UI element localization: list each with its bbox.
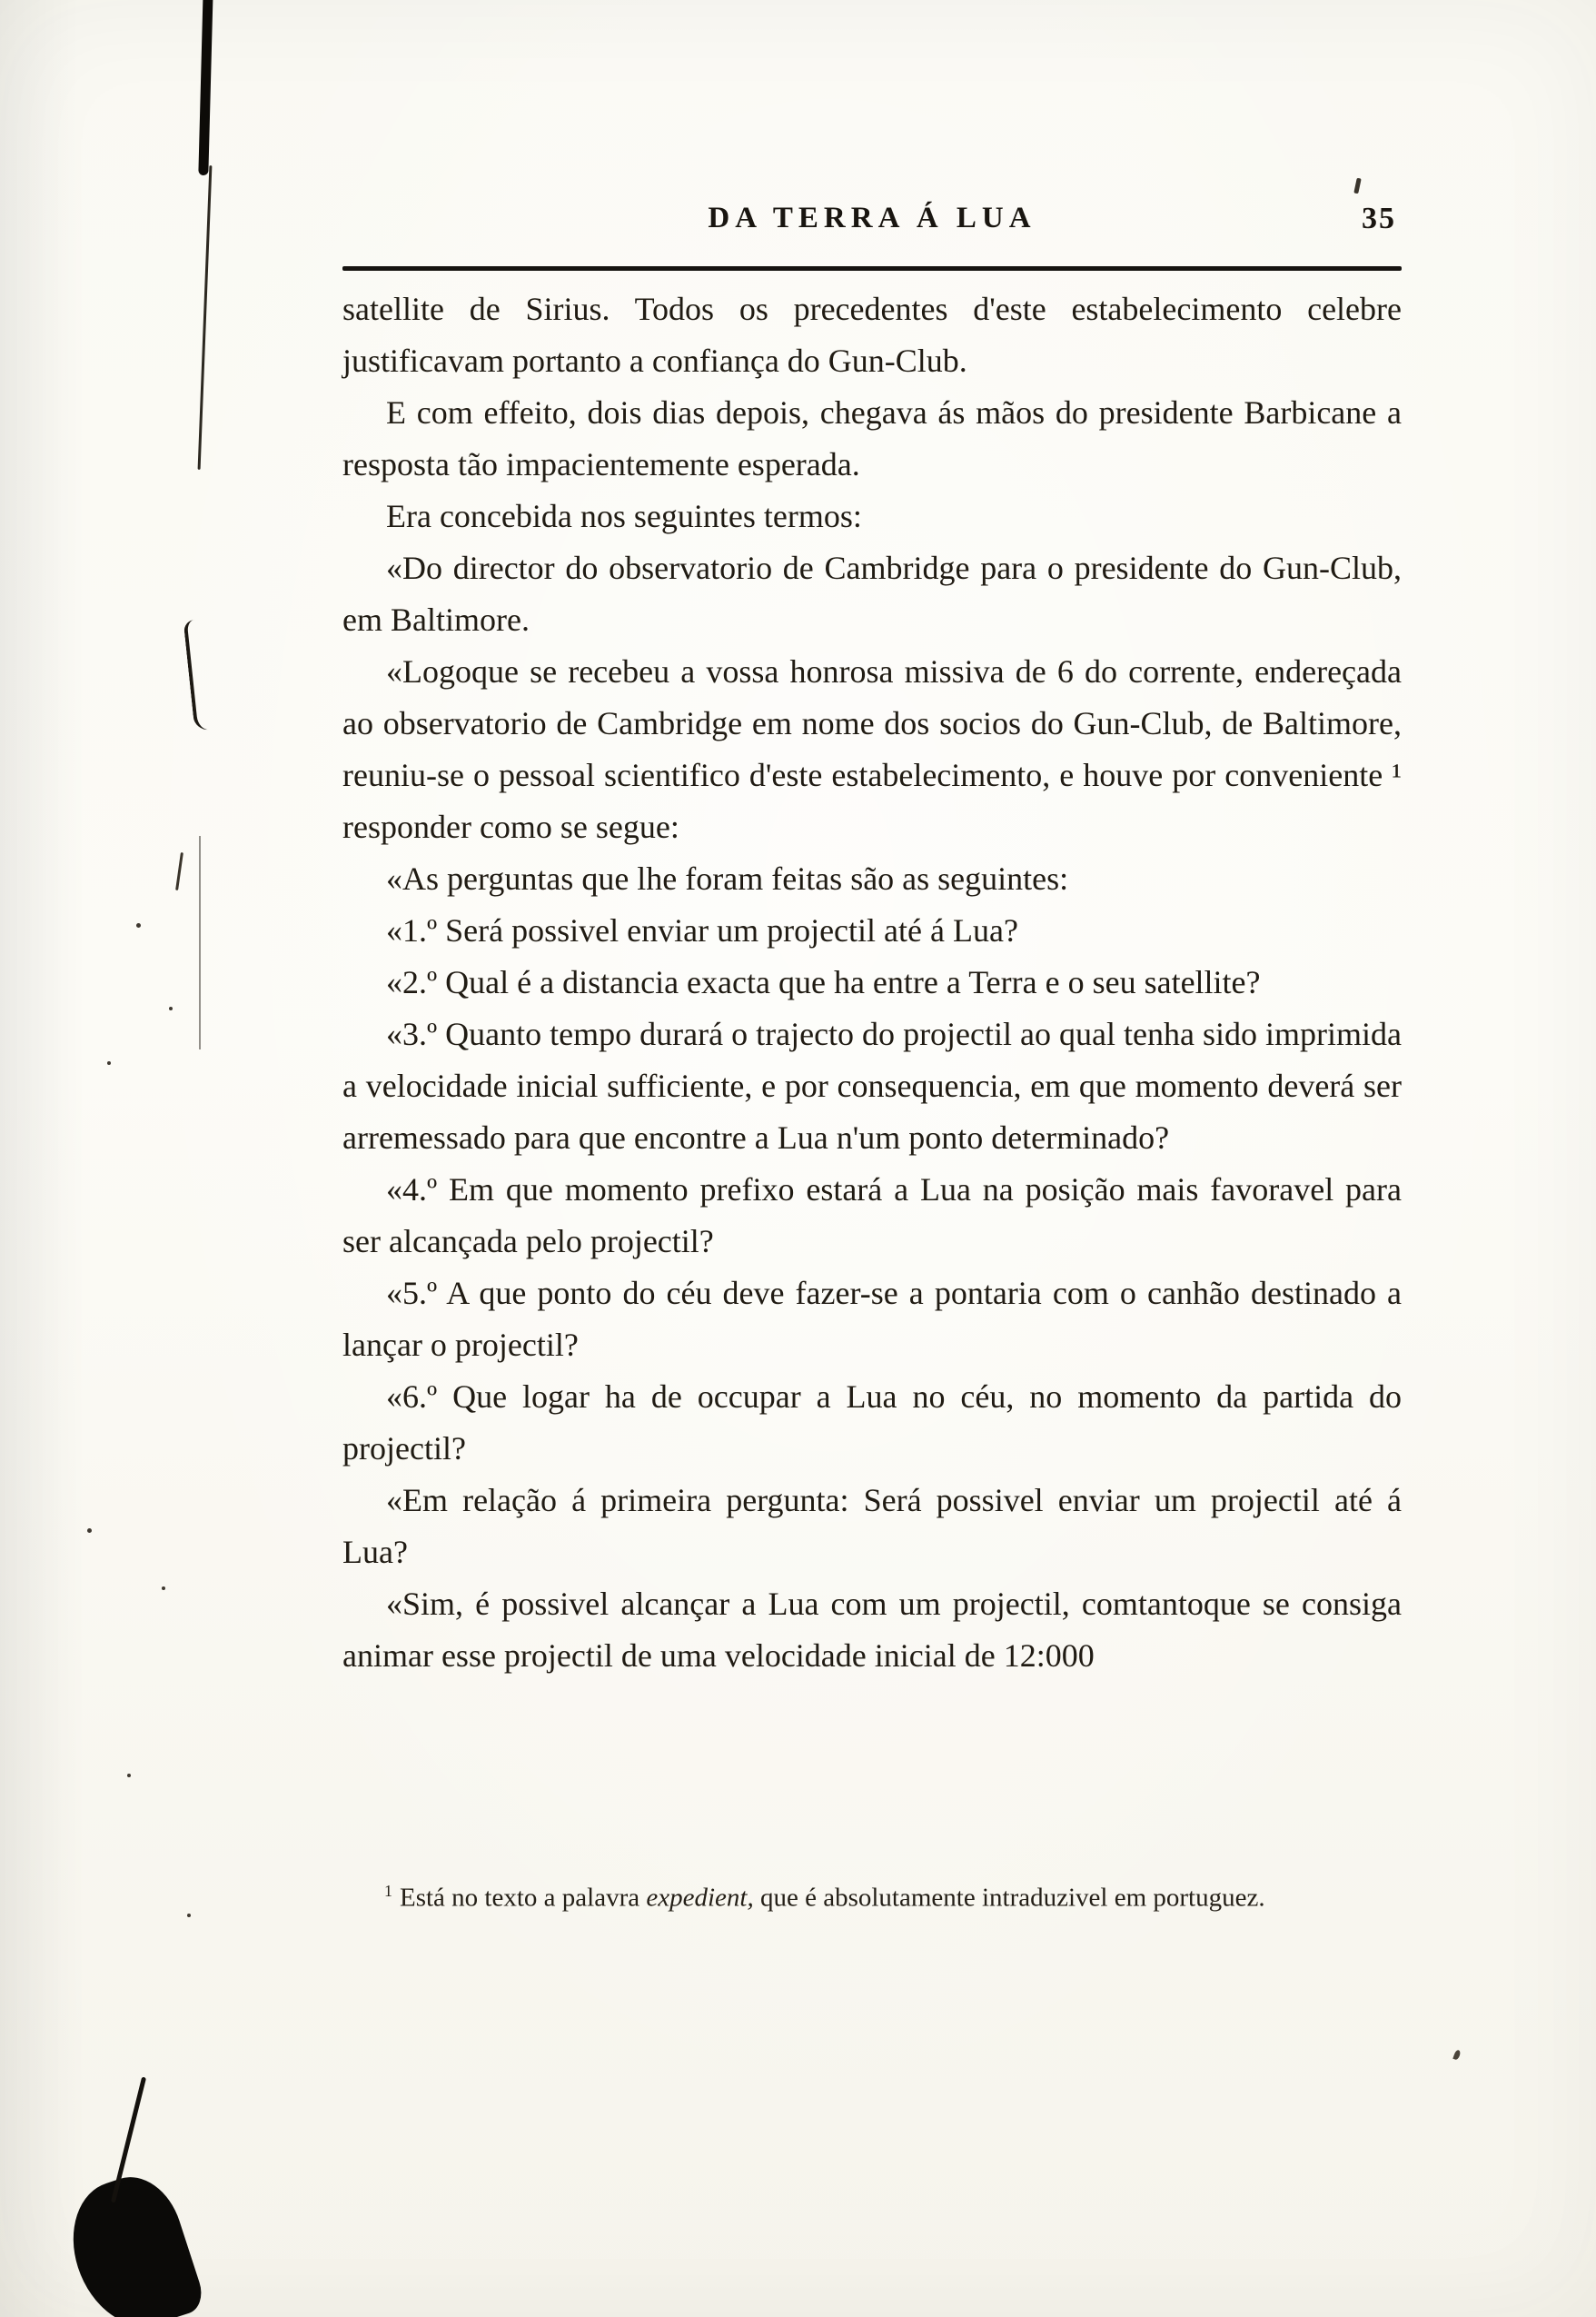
scan-ink-blob-stem <box>111 2077 146 2203</box>
paragraph: «2.º Qual é a distancia exacta que ha entre a Terra e o seu satellite? <box>386 964 1261 1000</box>
paragraph: «As perguntas que lhe foram feitas são as seguintes: <box>386 860 1069 897</box>
scan-speck-bottom-right <box>1452 2049 1461 2060</box>
scan-tick-mark <box>175 852 183 890</box>
paragraph: «6.º Que logar ha de occupar a Lua no céu, no momento da partida do projectil? <box>342 1378 1402 1467</box>
footnote <box>342 1870 1402 1920</box>
paragraph: «1.º Será possivel enviar um projectil até á Lua? <box>386 912 1018 949</box>
page-number: 35 <box>1362 202 1396 235</box>
scan-speck <box>162 1586 165 1590</box>
page-title: DA TERRA Á LUA <box>708 202 1036 234</box>
scan-speck <box>127 1774 131 1777</box>
scan-spine-mark-top <box>198 0 213 175</box>
footnote-marker: 1 <box>384 1882 392 1900</box>
header-rule <box>342 266 1402 271</box>
scan-gutter-shadow <box>199 836 201 1049</box>
scan-speck <box>107 1061 111 1065</box>
scan-speck <box>87 1528 92 1533</box>
paragraph: «4.º Em que momento prefixo estará a Lua na posição mais favoravel para ser alcançada pelo projectil? <box>342 1171 1402 1259</box>
paragraph: «Do director do observatorio de Cambridge para o presidente do Gun-Club, em Baltimore. <box>342 550 1402 638</box>
scan-speck <box>169 1007 173 1010</box>
footnote-text-post: que é absolutamente intraduzivel em portuguez. <box>753 1883 1265 1913</box>
paragraph: «Sim, é possivel alcançar a Lua com um projectil, comtantoque se consiga animar esse projectil de uma velocidade inicial de 12:000 <box>342 1586 1402 1674</box>
paragraph: «Em relação á primeira pergunta: Será possivel enviar um projectil até á Lua? <box>342 1482 1402 1570</box>
paragraph: «3.º Quanto tempo durará o trajecto do projectil ao qual tenha sido imprimida a velocidade inicial sufficiente, e por consequencia, em que momento deverá ser arremessado para que encontre a Lua n'um ponto determinado? <box>342 1016 1402 1156</box>
paragraph: Era concebida nos seguintes termos: <box>386 498 862 534</box>
scan-spine-line <box>198 165 213 470</box>
page-text <box>342 283 1402 1682</box>
footnote-text <box>342 1870 1402 1920</box>
scan-bracket-mark <box>183 619 213 731</box>
footnote-italic-word: expedient, <box>646 1883 754 1913</box>
running-header <box>342 202 1402 235</box>
paragraph: satellite de Sirius. Todos os precedentes d'este estabelecimento celebre justificavam portanto a confiança do Gun-Club. <box>342 291 1402 379</box>
scan-speck-above-pagenumber <box>1353 178 1361 194</box>
scan-speck <box>187 1914 191 1917</box>
scan-speck <box>136 923 141 928</box>
paragraph: «5.º A que ponto do céu deve fazer-se a pontaria com o canhão destinado a lançar o projectil? <box>342 1275 1402 1363</box>
footnote-text-pre: Está no texto a palavra <box>399 1883 647 1913</box>
paragraph: «Logoque se recebeu a vossa honrosa missiva de 6 do corrente, endereçada ao observatorio de Cambridge em nome dos socios do Gun-Club, de Baltimore, reuniu-se o pessoal scientifico d'este estabelecimento, e houve por conveniente ¹ responder como se segue: <box>342 653 1402 845</box>
paragraph: E com effeito, dois dias depois, chegava ás mãos do presidente Barbicane a resposta tão impacientemente esperada. <box>342 394 1402 482</box>
scan-ink-blob-bottom-left <box>56 2165 208 2317</box>
